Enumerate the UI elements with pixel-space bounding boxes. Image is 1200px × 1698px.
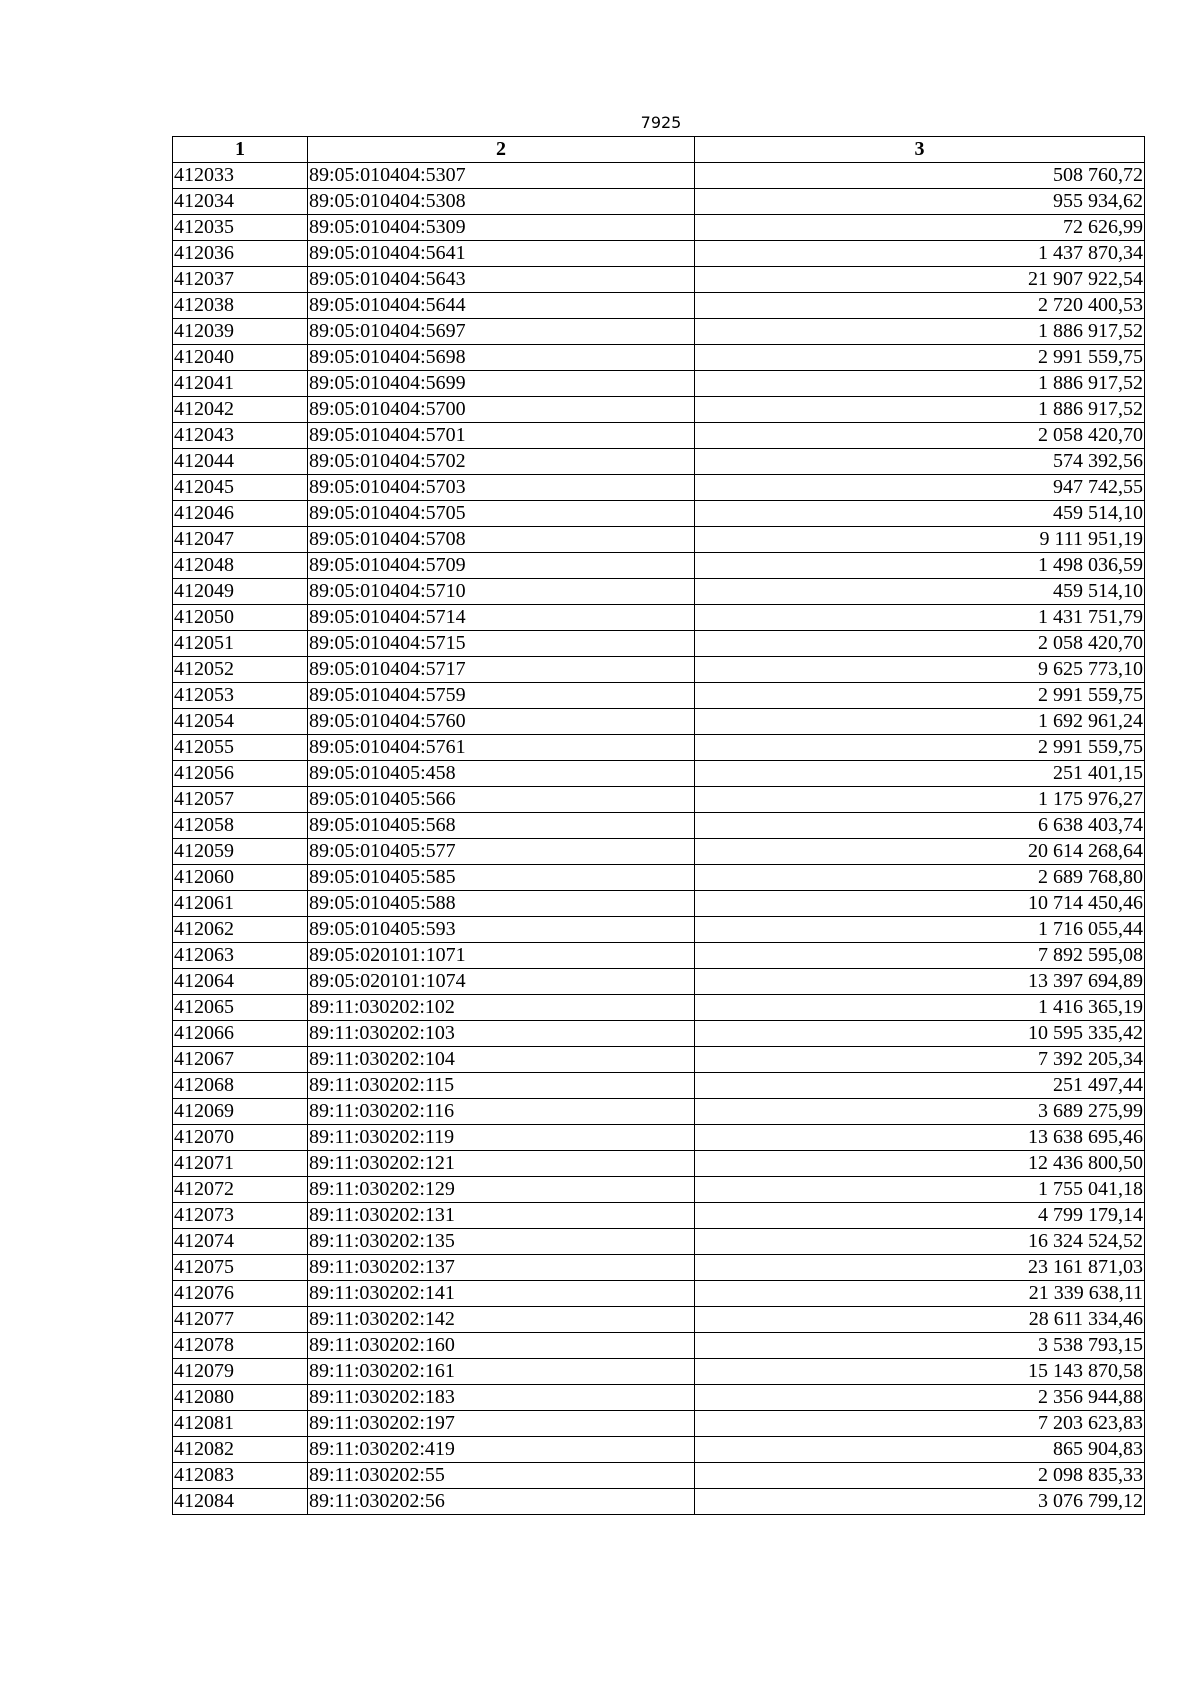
table-row <box>173 371 1145 397</box>
cadastral-number-cell: 89:05:010404:5702 <box>308 449 695 475</box>
table-row <box>173 969 1145 995</box>
row-number-cell: 412051 <box>173 631 308 657</box>
value-cell: 1 716 055,44 <box>695 917 1145 943</box>
cadastral-number-cell: 89:05:010404:5700 <box>308 397 695 423</box>
cadastral-number-cell: 89:05:020101:1071 <box>308 943 695 969</box>
value-cell: 1 437 870,34 <box>695 241 1145 267</box>
value-cell: 2 720 400,53 <box>695 293 1145 319</box>
cadastral-number-cell: 89:05:010404:5701 <box>308 423 695 449</box>
value-cell: 6 638 403,74 <box>695 813 1145 839</box>
value-cell: 251 401,15 <box>695 761 1145 787</box>
row-number-cell: 412037 <box>173 267 308 293</box>
value-cell: 12 436 800,50 <box>695 1151 1145 1177</box>
cadastral-number-cell: 89:11:030202:135 <box>308 1229 695 1255</box>
table-row <box>173 1203 1145 1229</box>
value-cell: 1 886 917,52 <box>695 397 1145 423</box>
cadastral-number-cell: 89:11:030202:142 <box>308 1307 695 1333</box>
value-cell: 1 498 036,59 <box>695 553 1145 579</box>
column-header-3: 3 <box>695 137 1145 163</box>
table-row <box>173 345 1145 371</box>
table-row <box>173 1021 1145 1047</box>
cadastral-number-cell: 89:05:010405:566 <box>308 787 695 813</box>
row-number-cell: 412061 <box>173 891 308 917</box>
table-row <box>173 1047 1145 1073</box>
row-number-cell: 412067 <box>173 1047 308 1073</box>
value-cell: 2 991 559,75 <box>695 735 1145 761</box>
cadastral-number-cell: 89:11:030202:131 <box>308 1203 695 1229</box>
value-cell: 10 714 450,46 <box>695 891 1145 917</box>
table-row <box>173 891 1145 917</box>
cadastral-number-cell: 89:11:030202:419 <box>308 1437 695 1463</box>
table-row <box>173 1281 1145 1307</box>
row-number-cell: 412047 <box>173 527 308 553</box>
table-row <box>173 1229 1145 1255</box>
row-number-cell: 412080 <box>173 1385 308 1411</box>
row-number-cell: 412060 <box>173 865 308 891</box>
value-cell: 10 595 335,42 <box>695 1021 1145 1047</box>
cadastral-number-cell: 89:05:010405:458 <box>308 761 695 787</box>
value-cell: 955 934,62 <box>695 189 1145 215</box>
value-cell: 2 991 559,75 <box>695 683 1145 709</box>
value-cell: 9 111 951,19 <box>695 527 1145 553</box>
value-cell: 13 397 694,89 <box>695 969 1145 995</box>
value-cell: 2 058 420,70 <box>695 631 1145 657</box>
cadastral-number-cell: 89:11:030202:161 <box>308 1359 695 1385</box>
cadastral-number-cell: 89:11:030202:55 <box>308 1463 695 1489</box>
page-number: 7925 <box>640 113 682 132</box>
row-number-cell: 412056 <box>173 761 308 787</box>
cadastral-number-cell: 89:05:010404:5698 <box>308 345 695 371</box>
value-cell: 3 538 793,15 <box>695 1333 1145 1359</box>
row-number-cell: 412059 <box>173 839 308 865</box>
row-number-cell: 412076 <box>173 1281 308 1307</box>
row-number-cell: 412081 <box>173 1411 308 1437</box>
table-row <box>173 787 1145 813</box>
value-cell: 2 356 944,88 <box>695 1385 1145 1411</box>
table-row <box>173 1437 1145 1463</box>
row-number-cell: 412046 <box>173 501 308 527</box>
row-number-cell: 412054 <box>173 709 308 735</box>
table-row <box>173 423 1145 449</box>
value-cell: 21 339 638,11 <box>695 1281 1145 1307</box>
column-header-2: 2 <box>308 137 695 163</box>
table-row <box>173 319 1145 345</box>
table-row <box>173 1489 1145 1515</box>
table-row <box>173 449 1145 475</box>
row-number-cell: 412074 <box>173 1229 308 1255</box>
row-number-cell: 412042 <box>173 397 308 423</box>
register-table <box>172 136 1145 1515</box>
table-row <box>173 215 1145 241</box>
cadastral-number-cell: 89:05:010404:5717 <box>308 657 695 683</box>
row-number-cell: 412036 <box>173 241 308 267</box>
cadastral-number-cell: 89:11:030202:115 <box>308 1073 695 1099</box>
cadastral-number-cell: 89:11:030202:183 <box>308 1385 695 1411</box>
value-cell: 1 886 917,52 <box>695 371 1145 397</box>
value-cell: 2 991 559,75 <box>695 345 1145 371</box>
header-row <box>173 137 1145 163</box>
table-row <box>173 865 1145 891</box>
value-cell: 1 692 961,24 <box>695 709 1145 735</box>
value-cell: 3 689 275,99 <box>695 1099 1145 1125</box>
cadastral-number-cell: 89:11:030202:102 <box>308 995 695 1021</box>
value-cell: 20 614 268,64 <box>695 839 1145 865</box>
value-cell: 1 886 917,52 <box>695 319 1145 345</box>
row-number-cell: 412078 <box>173 1333 308 1359</box>
table-row <box>173 267 1145 293</box>
cadastral-number-cell: 89:05:010404:5699 <box>308 371 695 397</box>
cadastral-number-cell: 89:05:010404:5760 <box>308 709 695 735</box>
table-row <box>173 605 1145 631</box>
row-number-cell: 412038 <box>173 293 308 319</box>
cadastral-number-cell: 89:05:010404:5644 <box>308 293 695 319</box>
value-cell: 459 514,10 <box>695 579 1145 605</box>
row-number-cell: 412043 <box>173 423 308 449</box>
table-row <box>173 527 1145 553</box>
value-cell: 947 742,55 <box>695 475 1145 501</box>
row-number-cell: 412039 <box>173 319 308 345</box>
cadastral-number-cell: 89:05:010404:5643 <box>308 267 695 293</box>
value-cell: 1 755 041,18 <box>695 1177 1145 1203</box>
table-row <box>173 1411 1145 1437</box>
row-number-cell: 412045 <box>173 475 308 501</box>
cadastral-number-cell: 89:05:010404:5697 <box>308 319 695 345</box>
table-row <box>173 189 1145 215</box>
cadastral-number-cell: 89:05:010404:5308 <box>308 189 695 215</box>
table-row <box>173 1177 1145 1203</box>
cadastral-number-cell: 89:11:030202:104 <box>308 1047 695 1073</box>
cadastral-number-cell: 89:05:020101:1074 <box>308 969 695 995</box>
row-number-cell: 412041 <box>173 371 308 397</box>
table-row <box>173 241 1145 267</box>
table-row <box>173 917 1145 943</box>
row-number-cell: 412058 <box>173 813 308 839</box>
table-row <box>173 1463 1145 1489</box>
table-row <box>173 501 1145 527</box>
table-row <box>173 1255 1145 1281</box>
row-number-cell: 412049 <box>173 579 308 605</box>
table-row <box>173 1073 1145 1099</box>
cadastral-number-cell: 89:05:010404:5307 <box>308 163 695 189</box>
row-number-cell: 412077 <box>173 1307 308 1333</box>
value-cell: 574 392,56 <box>695 449 1145 475</box>
row-number-cell: 412084 <box>173 1489 308 1515</box>
table-row <box>173 1125 1145 1151</box>
table-row <box>173 397 1145 423</box>
row-number-cell: 412055 <box>173 735 308 761</box>
value-cell: 1 175 976,27 <box>695 787 1145 813</box>
cadastral-number-cell: 89:11:030202:141 <box>308 1281 695 1307</box>
value-cell: 1 416 365,19 <box>695 995 1145 1021</box>
cadastral-number-cell: 89:11:030202:160 <box>308 1333 695 1359</box>
table-row <box>173 1307 1145 1333</box>
table-row <box>173 1099 1145 1125</box>
table-row <box>173 579 1145 605</box>
cadastral-number-cell: 89:11:030202:119 <box>308 1125 695 1151</box>
row-number-cell: 412075 <box>173 1255 308 1281</box>
row-number-cell: 412083 <box>173 1463 308 1489</box>
row-number-cell: 412033 <box>173 163 308 189</box>
row-number-cell: 412052 <box>173 657 308 683</box>
cadastral-number-cell: 89:05:010405:588 <box>308 891 695 917</box>
value-cell: 1 431 751,79 <box>695 605 1145 631</box>
table-row <box>173 709 1145 735</box>
table-row <box>173 735 1145 761</box>
cadastral-number-cell: 89:11:030202:56 <box>308 1489 695 1515</box>
value-cell: 21 907 922,54 <box>695 267 1145 293</box>
value-cell: 72 626,99 <box>695 215 1145 241</box>
value-cell: 3 076 799,12 <box>695 1489 1145 1515</box>
value-cell: 7 892 595,08 <box>695 943 1145 969</box>
value-cell: 508 760,72 <box>695 163 1145 189</box>
table-row <box>173 163 1145 189</box>
table-body <box>173 163 1145 1515</box>
table-row <box>173 475 1145 501</box>
row-number-cell: 412057 <box>173 787 308 813</box>
row-number-cell: 412053 <box>173 683 308 709</box>
row-number-cell: 412048 <box>173 553 308 579</box>
row-number-cell: 412068 <box>173 1073 308 1099</box>
cadastral-number-cell: 89:11:030202:197 <box>308 1411 695 1437</box>
row-number-cell: 412044 <box>173 449 308 475</box>
cadastral-number-cell: 89:11:030202:116 <box>308 1099 695 1125</box>
row-number-cell: 412050 <box>173 605 308 631</box>
cadastral-number-cell: 89:05:010405:577 <box>308 839 695 865</box>
cadastral-number-cell: 89:05:010405:585 <box>308 865 695 891</box>
row-number-cell: 412069 <box>173 1099 308 1125</box>
cadastral-number-cell: 89:05:010404:5705 <box>308 501 695 527</box>
row-number-cell: 412079 <box>173 1359 308 1385</box>
row-number-cell: 412072 <box>173 1177 308 1203</box>
value-cell: 4 799 179,14 <box>695 1203 1145 1229</box>
cadastral-number-cell: 89:05:010404:5710 <box>308 579 695 605</box>
cadastral-number-cell: 89:05:010404:5641 <box>308 241 695 267</box>
row-number-cell: 412034 <box>173 189 308 215</box>
value-cell: 28 611 334,46 <box>695 1307 1145 1333</box>
row-number-cell: 412073 <box>173 1203 308 1229</box>
table-row <box>173 839 1145 865</box>
row-number-cell: 412063 <box>173 943 308 969</box>
column-header-1: 1 <box>173 137 308 163</box>
cadastral-number-cell: 89:11:030202:129 <box>308 1177 695 1203</box>
table-row <box>173 1151 1145 1177</box>
value-cell: 15 143 870,58 <box>695 1359 1145 1385</box>
cadastral-number-cell: 89:05:010404:5759 <box>308 683 695 709</box>
value-cell: 251 497,44 <box>695 1073 1145 1099</box>
cadastral-number-cell: 89:05:010404:5309 <box>308 215 695 241</box>
cadastral-number-cell: 89:05:010404:5709 <box>308 553 695 579</box>
cadastral-number-cell: 89:05:010404:5715 <box>308 631 695 657</box>
row-number-cell: 412062 <box>173 917 308 943</box>
table-row <box>173 813 1145 839</box>
value-cell: 865 904,83 <box>695 1437 1145 1463</box>
cadastral-number-cell: 89:05:010404:5708 <box>308 527 695 553</box>
value-cell: 7 392 205,34 <box>695 1047 1145 1073</box>
value-cell: 2 689 768,80 <box>695 865 1145 891</box>
row-number-cell: 412065 <box>173 995 308 1021</box>
value-cell: 9 625 773,10 <box>695 657 1145 683</box>
cadastral-number-cell: 89:05:010404:5703 <box>308 475 695 501</box>
table-row <box>173 943 1145 969</box>
table-row <box>173 995 1145 1021</box>
table-row <box>173 683 1145 709</box>
table-row <box>173 293 1145 319</box>
value-cell: 459 514,10 <box>695 501 1145 527</box>
row-number-cell: 412066 <box>173 1021 308 1047</box>
cadastral-number-cell: 89:05:010405:593 <box>308 917 695 943</box>
row-number-cell: 412064 <box>173 969 308 995</box>
cadastral-number-cell: 89:11:030202:103 <box>308 1021 695 1047</box>
cadastral-number-cell: 89:11:030202:137 <box>308 1255 695 1281</box>
table-row <box>173 631 1145 657</box>
value-cell: 23 161 871,03 <box>695 1255 1145 1281</box>
table-row <box>173 657 1145 683</box>
row-number-cell: 412070 <box>173 1125 308 1151</box>
table-row <box>173 1359 1145 1385</box>
table-header <box>173 137 1145 163</box>
row-number-cell: 412071 <box>173 1151 308 1177</box>
cadastral-number-cell: 89:05:010405:568 <box>308 813 695 839</box>
value-cell: 13 638 695,46 <box>695 1125 1145 1151</box>
value-cell: 7 203 623,83 <box>695 1411 1145 1437</box>
value-cell: 16 324 524,52 <box>695 1229 1145 1255</box>
table-row <box>173 1385 1145 1411</box>
cadastral-number-cell: 89:05:010404:5714 <box>308 605 695 631</box>
row-number-cell: 412040 <box>173 345 308 371</box>
table-row <box>173 1333 1145 1359</box>
table-row <box>173 761 1145 787</box>
row-number-cell: 412035 <box>173 215 308 241</box>
value-cell: 2 058 420,70 <box>695 423 1145 449</box>
row-number-cell: 412082 <box>173 1437 308 1463</box>
cadastral-number-cell: 89:11:030202:121 <box>308 1151 695 1177</box>
cadastral-number-cell: 89:05:010404:5761 <box>308 735 695 761</box>
table-row <box>173 553 1145 579</box>
value-cell: 2 098 835,33 <box>695 1463 1145 1489</box>
